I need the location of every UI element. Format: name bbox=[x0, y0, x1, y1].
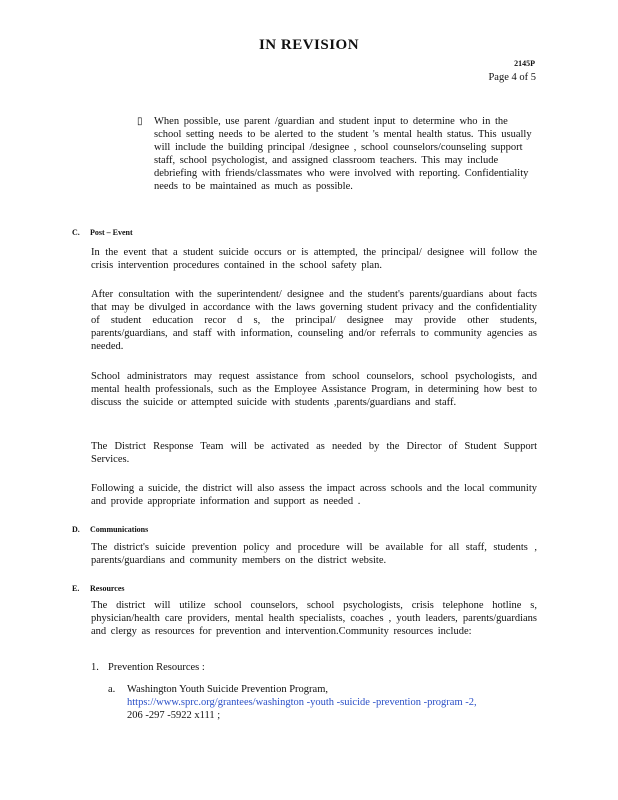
resource-phone: 206 -297 -5922 x111 ; bbox=[127, 710, 221, 721]
list-item bbox=[91, 661, 205, 674]
resource-name: Washington Youth Suicide Prevention Program, bbox=[127, 684, 328, 695]
list-label: Prevention Resources : bbox=[108, 662, 205, 673]
bullet-text: When possible, use parent /guardian and student input to determine who in the school setting needs to be alerted to the student 's mental health status. This usually will include the building principal /designee , school counselors/counseling support staff, school psychologist, and assigned classroom teachers. This may include debriefing with friends/classmates who were involved with reporting. Confidentiality needs to be maintained as much as possible. bbox=[154, 116, 532, 192]
section-letter: E. bbox=[72, 584, 80, 593]
policy-code: 2145P bbox=[514, 59, 535, 68]
bullet-square-icon: ▯ bbox=[137, 116, 143, 127]
section-c-heading bbox=[72, 228, 133, 238]
section-letter: D. bbox=[72, 525, 80, 534]
section-c-paragraph-2: After consultation with the superintendent/ designee and the student's parents/guardians about facts that may be divulged in accordance with the laws governing student privacy and the confidentiality of student education recor d s, the principal/ designee may provide other students, parents/guardians, and staff with information, counseling and/or referrals to community agencies as needed. bbox=[91, 289, 537, 352]
resource-body bbox=[127, 683, 537, 722]
resource-letter: a. bbox=[108, 684, 116, 695]
section-c-paragraph-3: School administrators may request assistance from school counselors, school psychologists, and mental health professionals, such as the Employee Assistance Program, in determining how best to discuss the suicide or attempted suicide with students ,parents/guardians and staff. bbox=[91, 371, 537, 408]
section-letter: C. bbox=[72, 228, 80, 237]
page-title: IN REVISION bbox=[258, 37, 360, 53]
section-c-paragraph-5: Following a suicide, the district will also assess the impact across schools and the local community and provide appropriate information and support as needed . bbox=[91, 483, 537, 507]
section-d-heading bbox=[72, 525, 148, 535]
section-title: Communications bbox=[90, 525, 149, 534]
section-c-paragraph-1: In the event that a student suicide occurs or is attempted, the principal/ designee will follow the crisis intervention procedures contained in the school safety plan. bbox=[91, 247, 537, 271]
section-e-paragraph: The district will utilize school counselors, school psychologists, crisis telephone hotline s, physician/health care providers, mental health specialists, coaches , youth leaders, parents/guardians and clergy as resources for prevention and intervention.Community resources include: bbox=[91, 600, 537, 637]
page-number: Page 4 of 5 bbox=[488, 72, 536, 83]
list-number: 1. bbox=[91, 662, 99, 673]
section-title: Post – Event bbox=[90, 228, 133, 237]
resource-link[interactable]: https://www.sprc.org/grantees/washington -youth -suicide -prevention -program -2, bbox=[127, 697, 477, 708]
section-e-heading bbox=[72, 584, 125, 594]
section-c-paragraph-4: The District Response Team will be activated as needed by the Director of Student Support Services. bbox=[91, 441, 537, 465]
section-title: Resources bbox=[90, 584, 125, 593]
section-d-paragraph: The district's suicide prevention policy and procedure will be available for all staff, students , parents/guardians and community members on the district website. bbox=[91, 542, 537, 566]
